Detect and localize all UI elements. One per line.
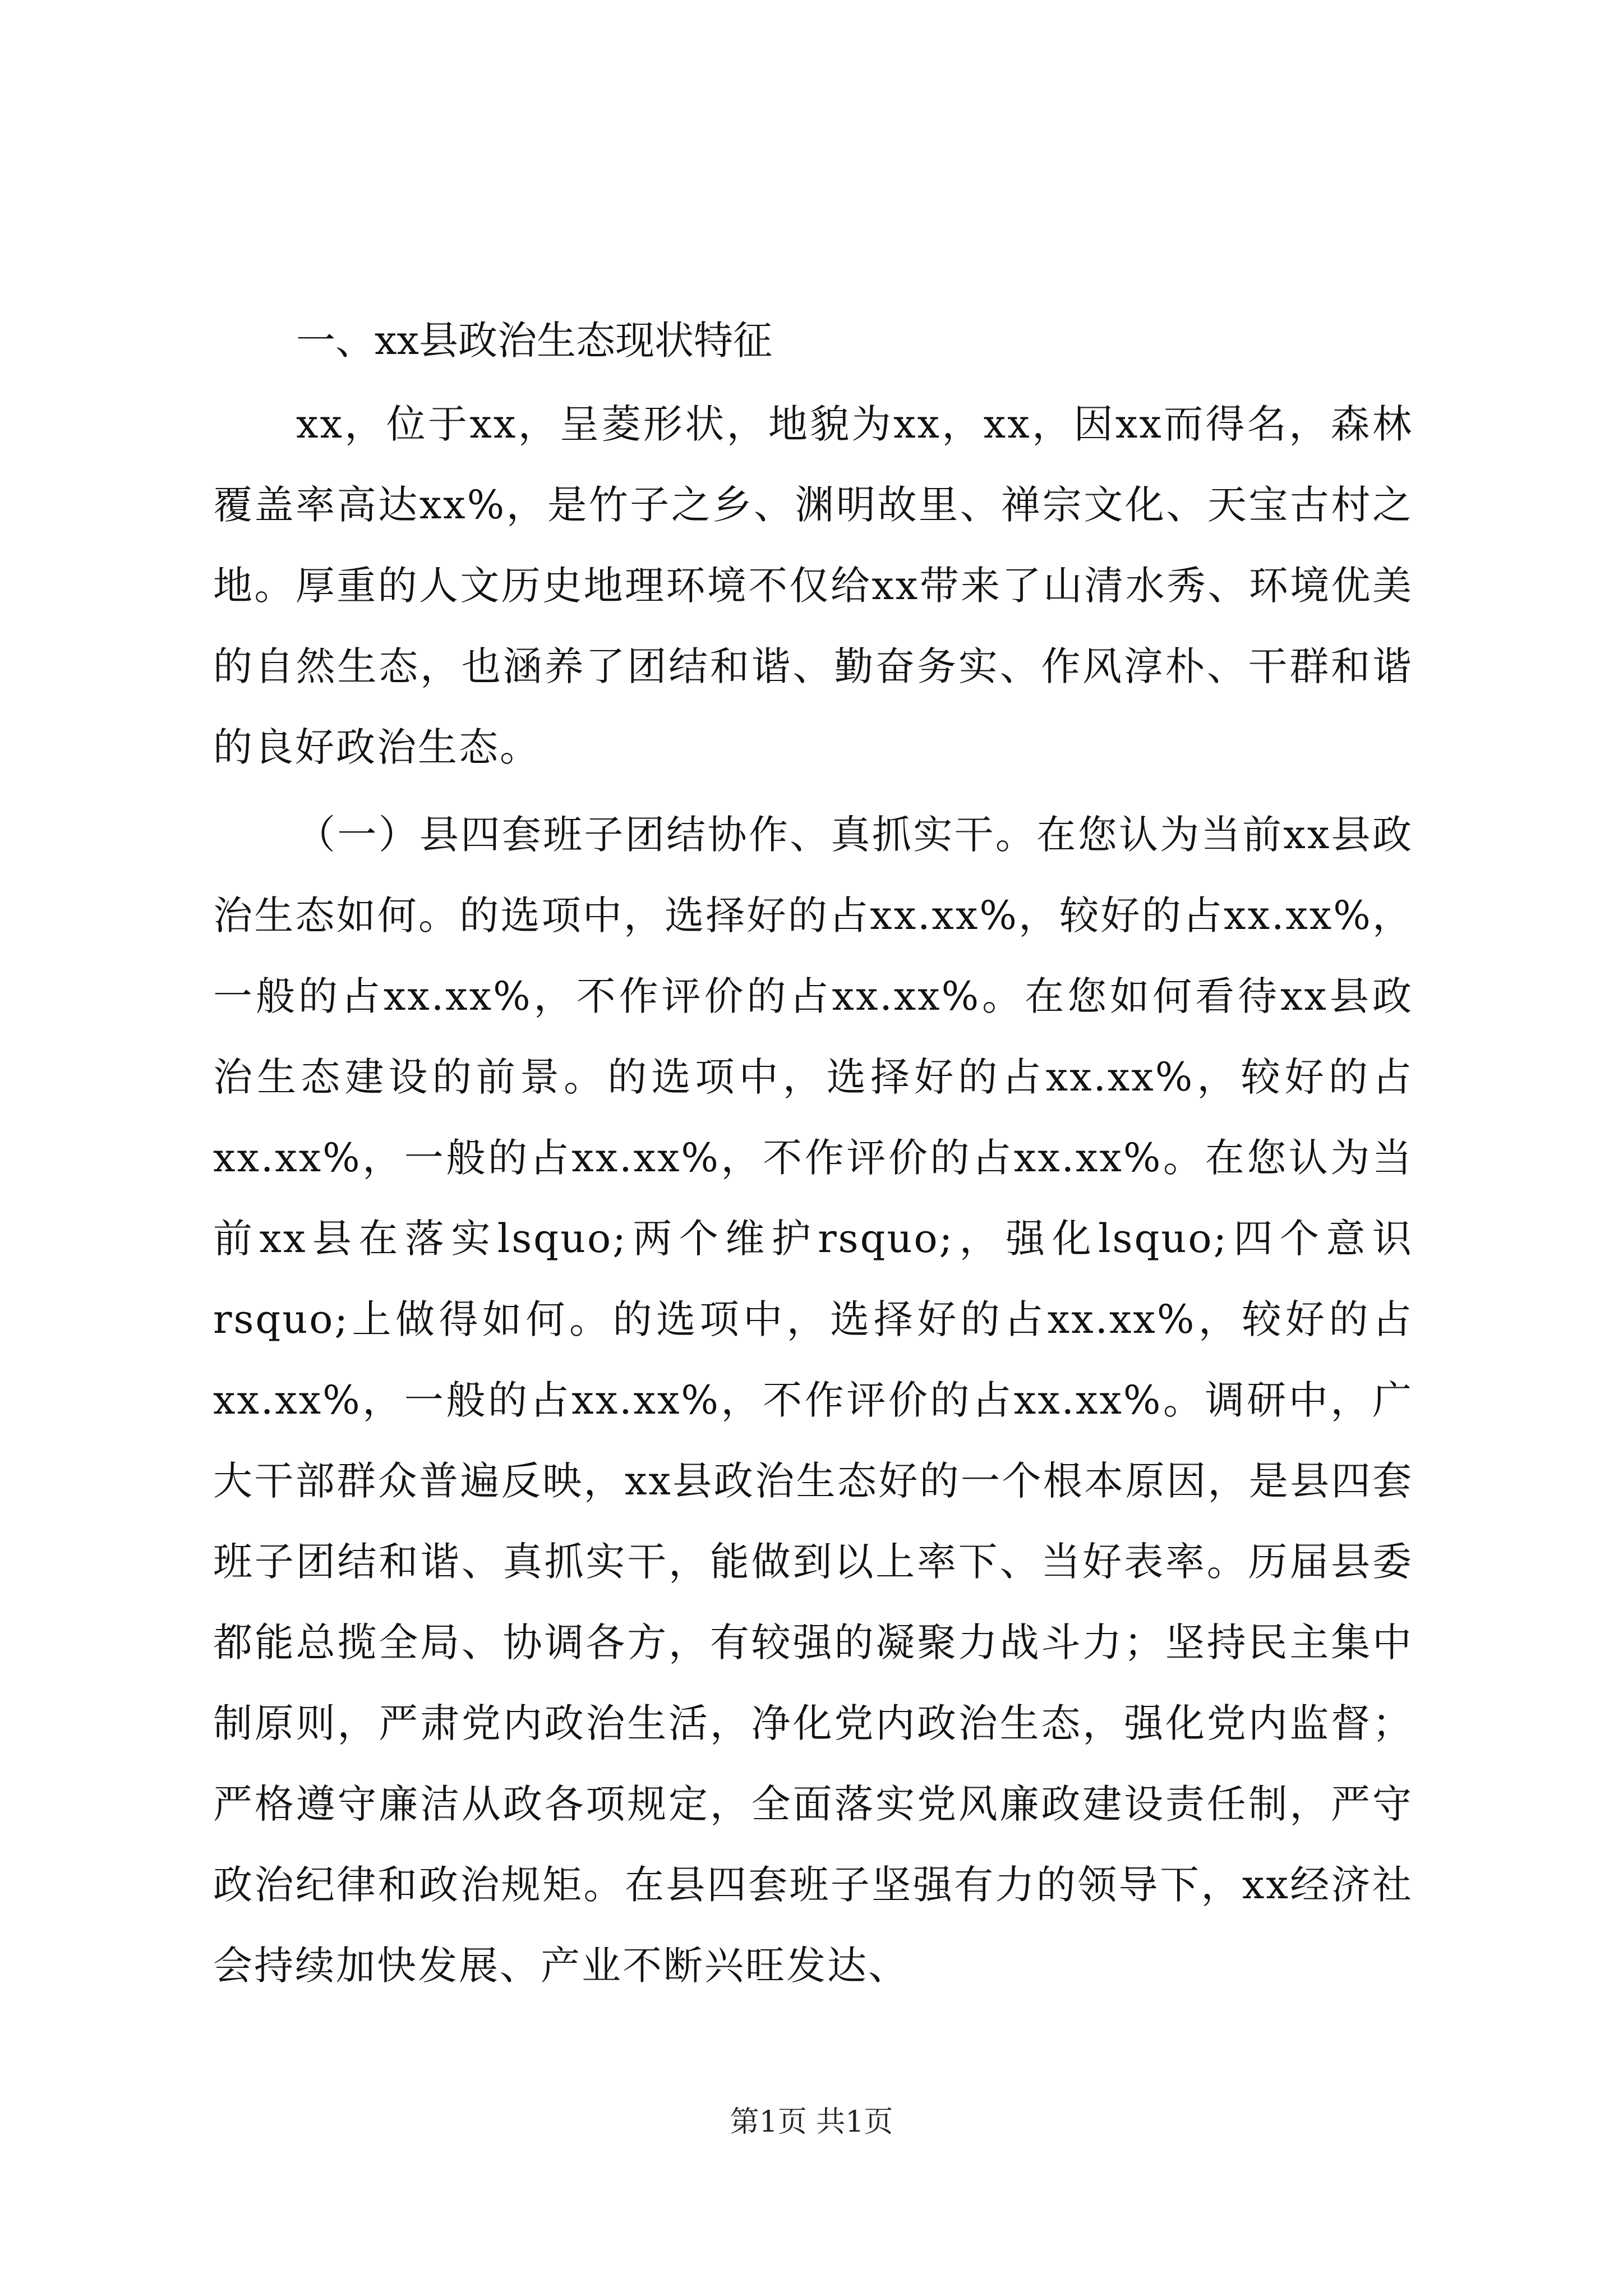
page-footer: 第1页 共1页	[730, 2105, 893, 2139]
document-body	[213, 297, 1413, 2006]
intro-paragraph: xx，位于xx，呈菱形状，地貌为xx，xx，因xx而得名，森林覆盖率高达xx%，是竹子之乡、渊明故里、禅宗文化、天宝古村之地。厚重的人文历史地理环境不仅给xx带来了山清水秀、环境优美的自然生态，也涵养了团结和谐、勤奋务实、作风淳朴、干群和谐的良好政治生态。	[213, 401, 1413, 770]
subsection-paragraph: （一）县四套班子团结协作、真抓实干。在您认为当前xx县政治生态如何。的选项中，选择好的占xx.xx%，较好的占xx.xx%，一般的占xx.xx%，不作评价的占xx.xx%。在您如何看待xx县政治生态建设的前景。的选项中，选择好的占xx.xx%，较好的占xx.xx%，一般的占xx.xx%，不作评价的占xx.xx%。在您认为当前xx县在落实lsquo;两个维护rsquo;，强化lsquo;四个意识rsquo;上做得如何。的选项中，选择好的占xx.xx%，较好的占xx.xx%，一般的占xx.xx%，不作评价的占xx.xx%。调研中，广大干部群众普遍反映，xx县政治生态好的一个根本原因，是县四套班子团结和谐、真抓实干，能做到以上率下、当好表率。历届县委都能总揽全局、协调各方，有较强的凝聚力战斗力；坚持民主集中制原则，严肃党内政治生活，净化党内政治生态，强化党内监督；严格遵守廉洁从政各项规定，全面落实党风廉政建设责任制，严守政治纪律和政治规矩。在县四套班子坚强有力的领导下，xx经济社会持续加快发展、产业不断兴旺发达、	[213, 812, 1413, 1989]
section-heading: 一、xx县政治生态现状特征	[296, 318, 772, 364]
